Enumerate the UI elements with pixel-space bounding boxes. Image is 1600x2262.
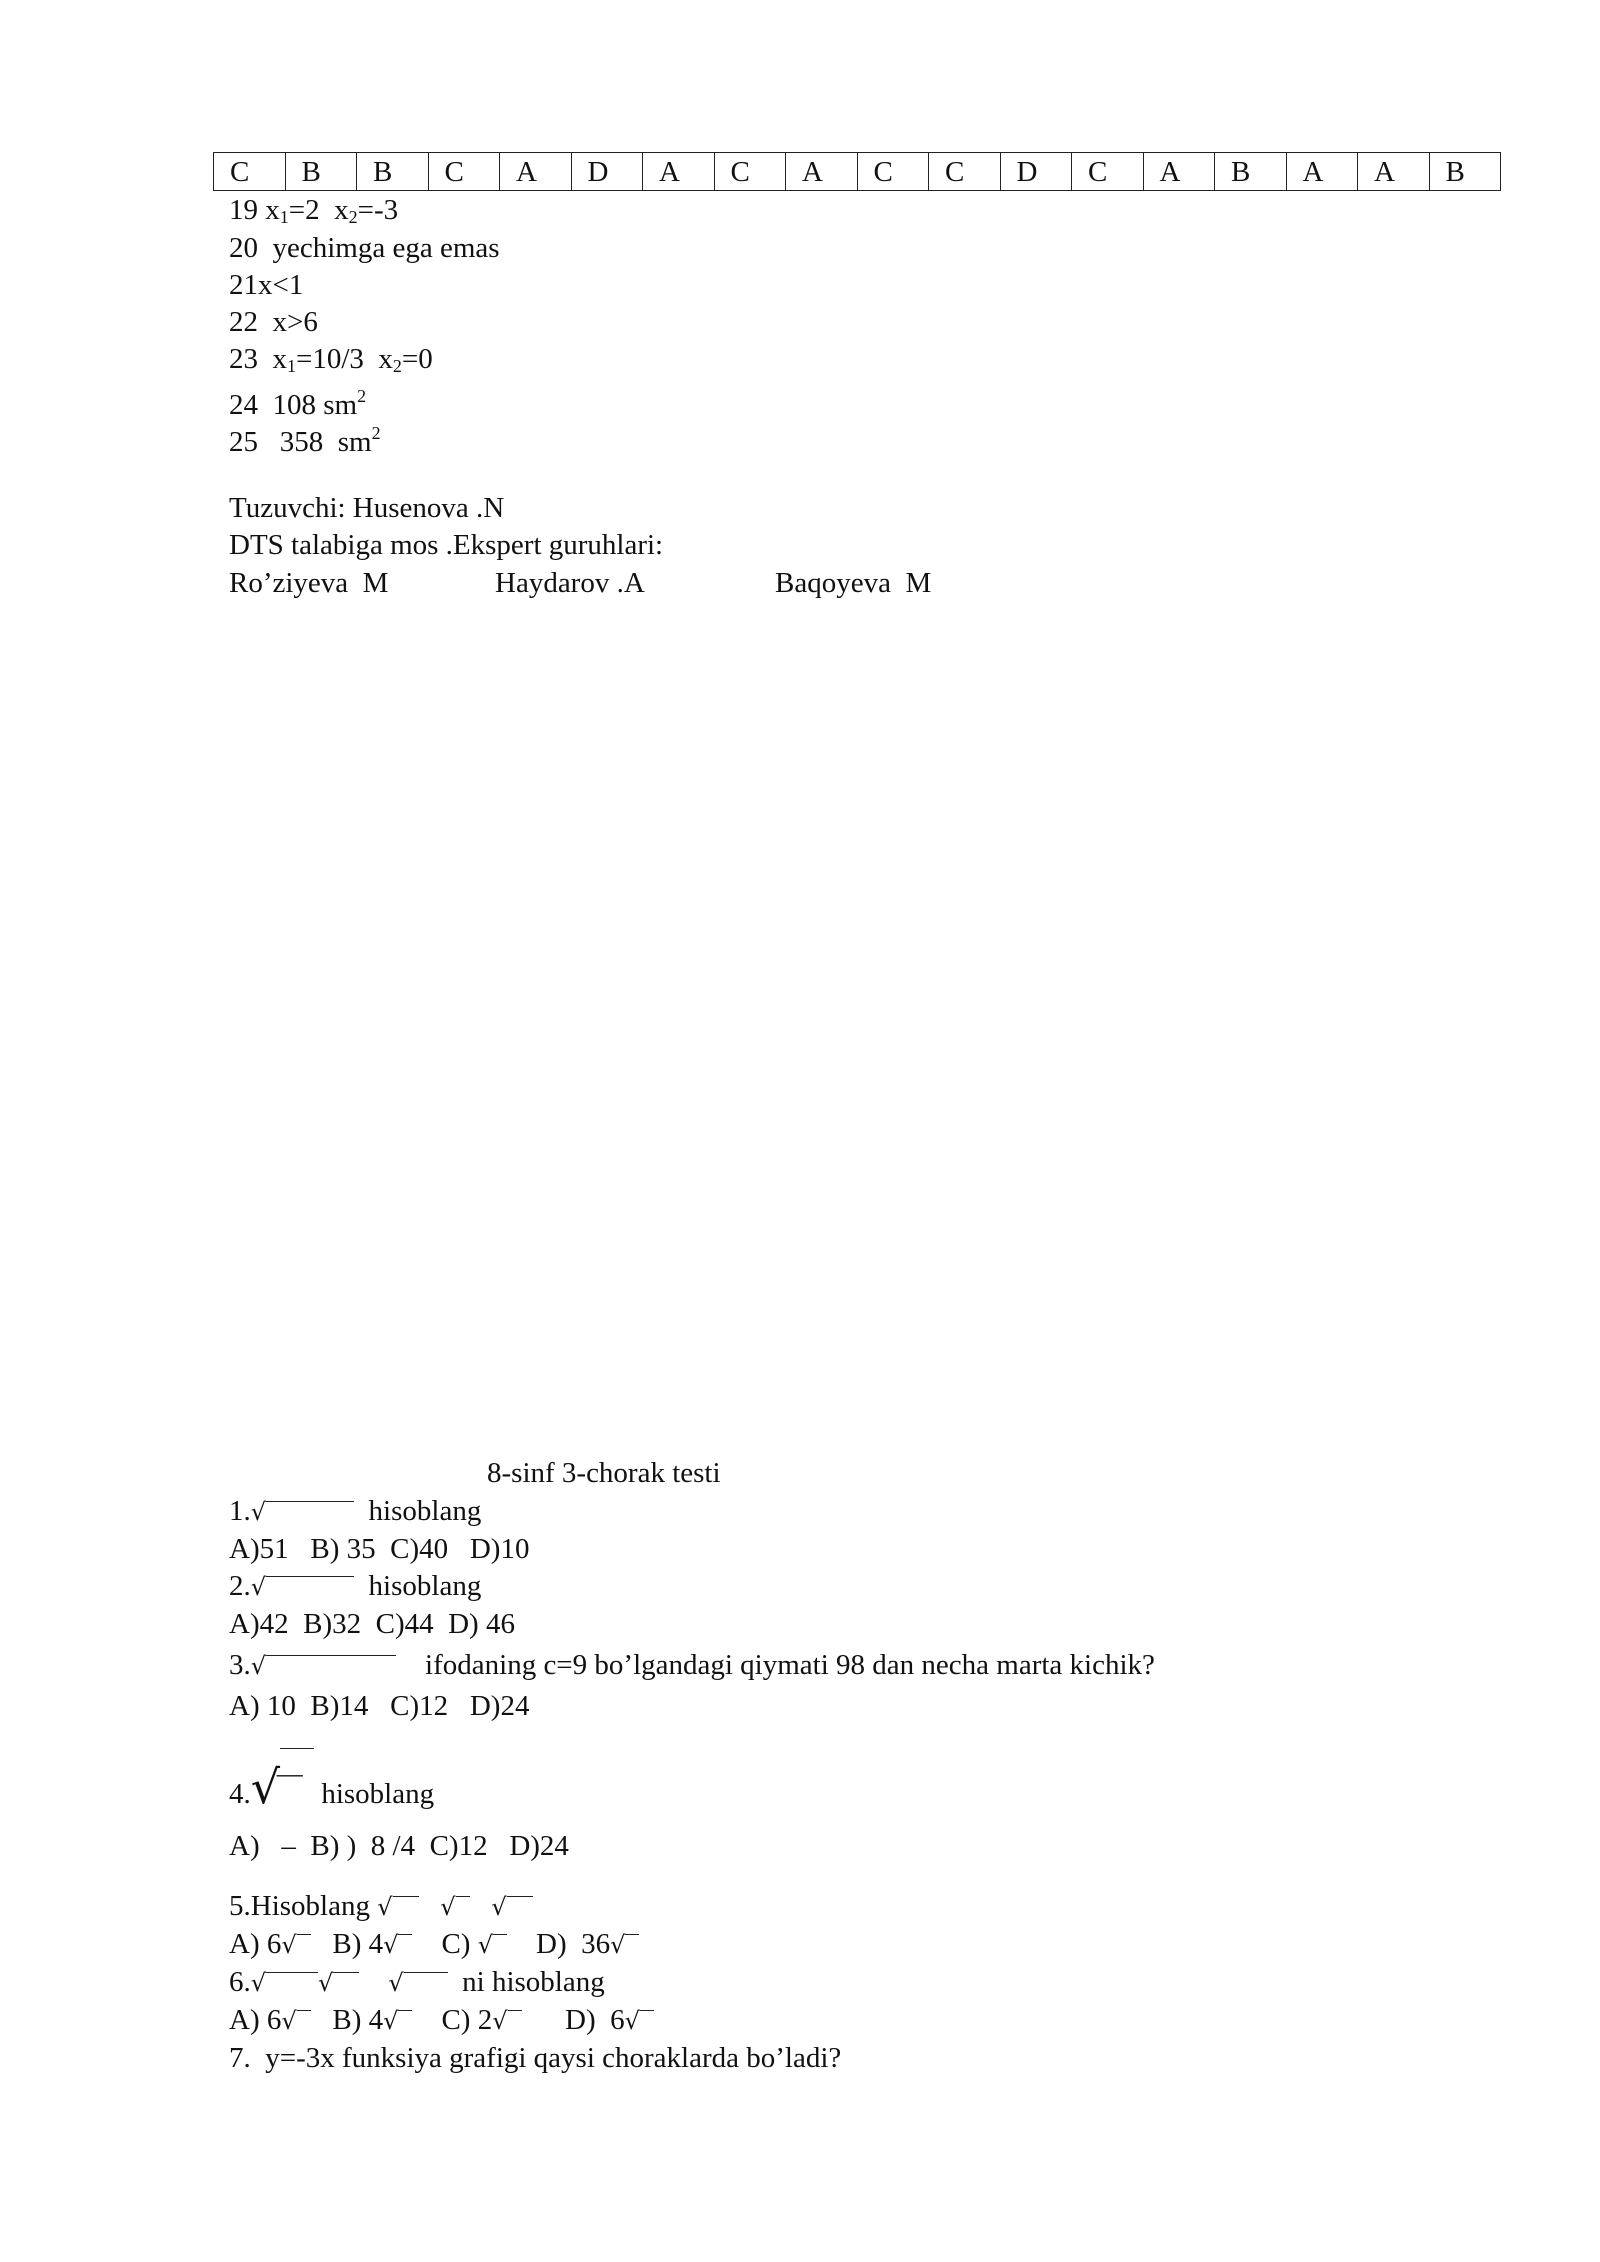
question-1: 1.√ hisoblang — [229, 1493, 481, 1530]
answer-key-cell: B — [285, 153, 357, 191]
answer-key-cell: B — [357, 153, 429, 191]
author-line: Tuzuvchi: Husenova .N — [229, 492, 505, 524]
sqrt-icon: √ — [625, 2002, 654, 2039]
expert-1: Ro’ziyeva M — [229, 567, 389, 599]
question-1-options: A)51 B) 35 C)40 D)10 — [229, 1533, 530, 1565]
answer-key-cell: A — [500, 153, 572, 191]
answer-key-cell: C — [428, 153, 500, 191]
sqrt-icon: √ — [492, 2002, 521, 2039]
sqrt-icon: √ — [383, 1926, 412, 1963]
sqrt-icon: √ — [478, 1926, 507, 1963]
answer-key-cell: A — [643, 153, 715, 191]
question-6: 6.√ √ √ ni hisoblang — [229, 1964, 605, 2001]
answer-key-cell: A — [786, 153, 858, 191]
sqrt-icon: √ — [440, 1888, 469, 1925]
answer-key-cell: B — [1215, 153, 1287, 191]
question-2: 2.√ hisoblang — [229, 1568, 481, 1605]
answer-key-cell: C — [214, 153, 286, 191]
answer-key-cell: C — [1072, 153, 1144, 191]
expert-3: Baqoyeva M — [775, 567, 932, 599]
question-2-options: A)42 B)32 C)44 D) 46 — [229, 1608, 515, 1640]
sqrt-icon: √ — [491, 1888, 532, 1925]
answer-key-cell: D — [1000, 153, 1072, 191]
answer-19: 19 $x_1=2$ $x_2=-3$ — [229, 194, 399, 227]
answer-22: 22 x>6 — [229, 306, 318, 338]
question-5: 5.Hisoblang √ √ √ — [229, 1888, 533, 1925]
sqrt-icon: √ — [251, 1964, 318, 2001]
answer-key-cell: A — [1286, 153, 1358, 191]
answer-key-cell: A — [1143, 153, 1215, 191]
question-4-options: A) – B) ) 8 /4 C)12 D)24 — [229, 1830, 569, 1862]
sqrt-icon: √ — [251, 1568, 354, 1605]
answer-key-cell: C — [857, 153, 929, 191]
sqrt-icon: √ — [281, 1926, 310, 1963]
answer-key-row — [214, 153, 1501, 191]
question-3: 3.√ ifodaning c=9 bo’lgandagi qiymati 98 dan necha marta kichik? — [229, 1647, 1155, 1684]
answer-25: 25 358 $sm^2$ — [229, 423, 381, 458]
question-3-options: A) 10 B)14 C)12 D)24 — [229, 1690, 530, 1722]
question-6-options: A) 6√ B) 4√ C) 2√ D) 6√ — [229, 2002, 654, 2039]
answer-key-cell: C — [714, 153, 786, 191]
sqrt-icon: √ — [281, 2002, 310, 2039]
expert-2: Haydarov .A — [495, 567, 645, 599]
answer-key-cell: D — [571, 153, 643, 191]
sqrt-icon: √ — [388, 1964, 447, 2001]
sqrt-icon: √ — [251, 1493, 354, 1530]
answer-20: 20 yechimga ega emas — [229, 232, 500, 264]
question-7: 7. y=-3x funksiya grafigi qaysi choraklarda bo’ladi? — [229, 2042, 842, 2074]
answer-21: 21x<1 — [229, 269, 304, 301]
test-title: 8-sinf 3-chorak testi — [487, 1457, 721, 1489]
sqrt-icon: √ — — [251, 1748, 314, 1812]
question-4: 4.√ — hisoblang — [229, 1748, 434, 1812]
answer-key-cell: B — [1429, 153, 1501, 191]
question-5-options: A) 6√ B) 4√ C) √ D) 36√ — [229, 1926, 639, 1963]
experts-label: DTS talabiga mos .Ekspert guruhlari: — [229, 529, 664, 561]
answer-key-cell: C — [929, 153, 1001, 191]
sqrt-icon: √ — [318, 1964, 359, 2001]
sqrt-icon: √ — [383, 2002, 412, 2039]
sqrt-icon: √ — [251, 1647, 396, 1684]
answer-23: 23 $x_1=10/3$ $x_2=0$ — [229, 343, 433, 376]
answer-key-cell: A — [1358, 153, 1430, 191]
answer-key-table — [213, 152, 1501, 191]
sqrt-icon: √ — [610, 1926, 639, 1963]
answer-24: 24 108 $sm^2$ — [229, 386, 367, 421]
sqrt-icon: √ — [377, 1888, 418, 1925]
